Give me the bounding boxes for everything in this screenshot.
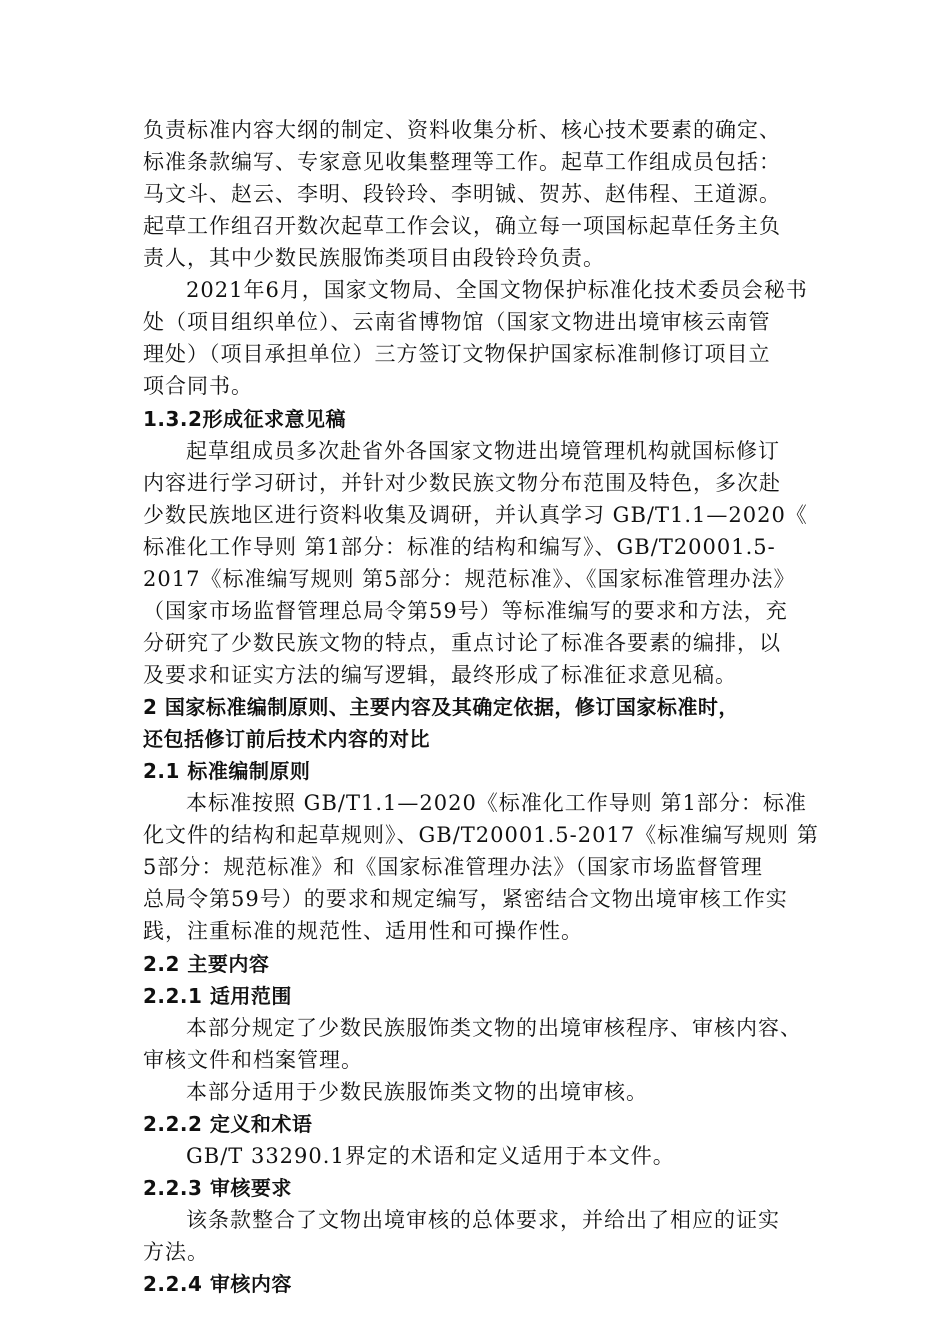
paragraph-line: （国家市场监督管理总局令第59号）等标准编写的要求和方法，充: [143, 599, 788, 623]
section-heading-1-3-2: 1.3.2形成征求意见稿: [143, 407, 346, 431]
paragraph-line: 该条款整合了文物出境审核的总体要求，并给出了相应的证实: [186, 1208, 780, 1232]
paragraph-line: 及要求和证实方法的编写逻辑，最终形成了标准征求意见稿。: [143, 663, 737, 687]
paragraph-line: 化文件的结构和起草规则》、GB/T20001.5-2017《标准编写规则 第: [143, 823, 819, 847]
paragraph-line: 本部分适用于少数民族服饰类文物的出境审核。: [186, 1080, 648, 1104]
paragraph-line: 本标准按照 GB/T1.1—2020《标准化工作导则 第1部分：标准: [186, 791, 807, 815]
paragraph-line: 分研究了少数民族文物的特点，重点讨论了标准各要素的编排，以: [143, 631, 781, 655]
paragraph-line: 5部分：规范标准》和《国家标准管理办法》（国家市场监督管理: [143, 855, 763, 879]
paragraph-line: 方法。: [143, 1240, 209, 1264]
paragraph-line: 总局令第59号）的要求和规定编写，紧密结合文物出境审核工作实: [143, 887, 788, 911]
section-heading-2-2-3: 2.2.3 审核要求: [143, 1176, 292, 1200]
section-heading-2-1: 2.1 标准编制原则: [143, 759, 311, 783]
paragraph-line: 起草组成员多次赴省外各国家文物进出境管理机构就国标修订: [186, 439, 780, 463]
paragraph-line: GB/T 33290.1界定的术语和定义适用于本文件。: [186, 1144, 675, 1168]
section-heading-2: 2 国家标准编制原则、主要内容及其确定依据，修订国家标准时，: [143, 695, 739, 719]
section-heading-2-2-2: 2.2.2 定义和术语: [143, 1112, 313, 1136]
section-heading-2-2: 2.2 主要内容: [143, 952, 270, 976]
paragraph-line: 标准条款编写、专家意见收集整理等工作。起草工作组成员包括：: [143, 150, 781, 174]
paragraph-line: 责人，其中少数民族服饰类项目由段铃玲负责。: [143, 246, 605, 270]
paragraph-line: 少数民族地区进行资料收集及调研，并认真学习 GB/T1.1—2020《: [143, 503, 808, 527]
paragraph-line: 负责标准内容大纲的制定、资料收集分析、核心技术要素的确定、: [143, 118, 781, 142]
paragraph-line: 标准化工作导则 第1部分：标准的结构和编写》、GB/T20001.5-: [143, 535, 776, 559]
paragraph-line: 马文斗、赵云、李明、段铃玲、李明铖、贺苏、赵伟程、王道源。: [143, 182, 781, 206]
paragraph-line: 2017《标准编写规则 第5部分：规范标准》、《国家标准管理办法》: [143, 567, 796, 591]
paragraph-line: 起草工作组召开数次起草工作会议，确立每一项国标起草任务主负: [143, 214, 781, 238]
section-heading-2-2-4: 2.2.4 审核内容: [143, 1272, 292, 1296]
paragraph-line: 处（项目组织单位）、云南省博物馆（国家文物进出境审核云南管: [143, 310, 771, 334]
paragraph-line: 2021年6月，国家文物局、全国文物保护标准化技术委员会秘书: [186, 278, 808, 302]
paragraph-line: 审核文件和档案管理。: [143, 1048, 363, 1072]
paragraph-line: 本部分规定了少数民族服饰类文物的出境审核程序、审核内容、: [186, 1016, 802, 1040]
paragraph-line: 理处）（项目承担单位）三方签订文物保护国家标准制修订项目立: [143, 342, 771, 366]
paragraph-line: 践，注重标准的规范性、适用性和可操作性。: [143, 919, 583, 943]
paragraph-line: 项合同书。: [143, 374, 253, 398]
section-heading-2-cont: 还包括修订前后技术内容的对比: [143, 727, 430, 751]
paragraph-line: 内容进行学习研讨，并针对少数民族文物分布范围及特色，多次赴: [143, 471, 781, 495]
section-heading-2-2-1: 2.2.1 适用范围: [143, 984, 292, 1008]
